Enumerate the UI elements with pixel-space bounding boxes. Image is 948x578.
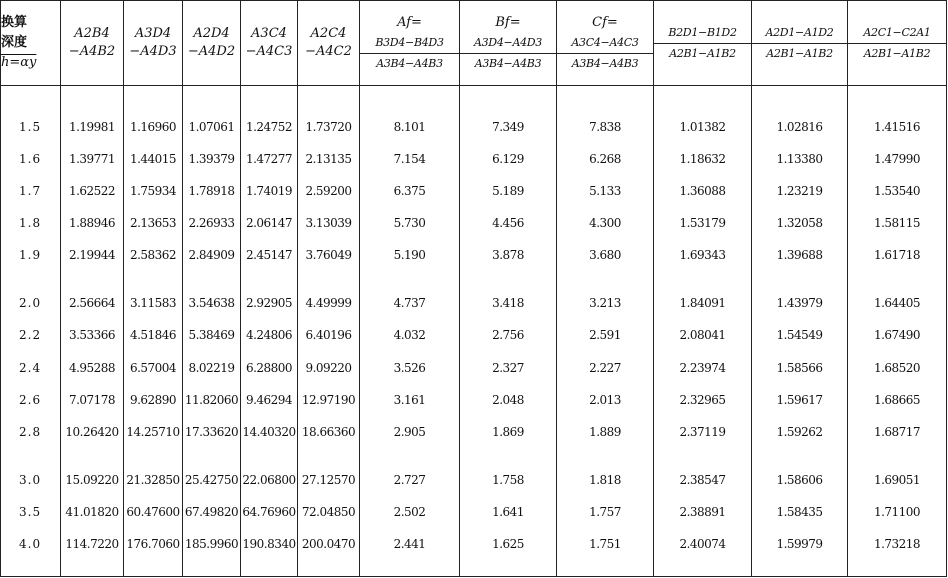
value-cell: 2.08041 <box>654 319 752 351</box>
value-cell: 72.04850 <box>298 496 360 528</box>
value-cell: 3.213 <box>557 287 654 319</box>
header-c10 <box>752 1 848 86</box>
value-cell: 60.47600 <box>124 496 183 528</box>
spacer-cell <box>1 271 61 287</box>
value-cell: 1.01382 <box>654 111 752 143</box>
spacer-row <box>1 86 947 112</box>
spacer-cell <box>460 86 557 112</box>
value-cell: 6.40196 <box>298 319 360 351</box>
header-c4-line2: −A4C3 <box>245 44 293 59</box>
value-cell: 2.38891 <box>654 496 752 528</box>
table-row <box>1 287 947 319</box>
value-cell: 64.76960 <box>241 496 298 528</box>
header-c8-title: Cf= <box>592 14 618 30</box>
value-cell: 4.032 <box>360 319 460 351</box>
value-cell: 3.53366 <box>61 319 124 351</box>
value-cell: 4.24806 <box>241 319 298 351</box>
value-cell: 25.42750 <box>183 464 241 496</box>
value-cell: 9.62890 <box>124 384 183 416</box>
value-cell: 1.625 <box>460 528 557 560</box>
value-cell: 7.349 <box>460 111 557 143</box>
value-cell: 2.40074 <box>654 528 752 560</box>
header-c8-denominator: A3B4−A4B3 <box>571 56 639 70</box>
value-cell: 1.39379 <box>183 143 241 175</box>
table-row <box>1 319 947 351</box>
spacer-cell <box>360 448 460 464</box>
value-cell: 7.07178 <box>61 384 124 416</box>
value-cell: 1.757 <box>557 496 654 528</box>
value-cell: 10.26420 <box>61 416 124 448</box>
value-cell: 1.758 <box>460 464 557 496</box>
value-cell: 1.889 <box>557 416 654 448</box>
value-cell: 1.58435 <box>752 496 848 528</box>
spacer-cell <box>460 448 557 464</box>
value-cell: 1.69051 <box>848 464 947 496</box>
depth-cell: 3.0 <box>1 464 61 496</box>
header-depth-line2: 深度 <box>1 35 28 50</box>
value-cell: 6.28800 <box>241 351 298 383</box>
value-cell: 1.75934 <box>124 175 183 207</box>
value-cell: 1.58566 <box>752 351 848 383</box>
value-cell: 67.49820 <box>183 496 241 528</box>
spacer-cell <box>752 86 848 112</box>
value-cell: 5.133 <box>557 175 654 207</box>
value-cell: 1.869 <box>460 416 557 448</box>
spacer-cell <box>61 271 124 287</box>
value-cell: 8.101 <box>360 111 460 143</box>
spacer-cell <box>557 560 654 577</box>
spacer-cell <box>654 448 752 464</box>
value-cell: 1.84091 <box>654 287 752 319</box>
value-cell: 2.19944 <box>61 239 124 271</box>
spacer-cell <box>298 448 360 464</box>
value-cell: 1.58115 <box>848 207 947 239</box>
spacer-cell <box>298 271 360 287</box>
value-cell: 4.49999 <box>298 287 360 319</box>
table-row <box>1 528 947 560</box>
value-cell: 6.268 <box>557 143 654 175</box>
spacer-cell <box>557 271 654 287</box>
header-c7-title: Bf= <box>495 14 521 30</box>
spacer-cell <box>557 86 654 112</box>
value-cell: 1.818 <box>557 464 654 496</box>
value-cell: 3.13039 <box>298 207 360 239</box>
value-cell: 1.02816 <box>752 111 848 143</box>
value-cell: 14.40320 <box>241 416 298 448</box>
value-cell: 9.09220 <box>298 351 360 383</box>
value-cell: 2.048 <box>460 384 557 416</box>
value-cell: 1.73218 <box>848 528 947 560</box>
value-cell: 1.88946 <box>61 207 124 239</box>
value-cell: 1.23219 <box>752 175 848 207</box>
header-c6-numerator: B3D4−B4D3 <box>360 34 459 54</box>
value-cell: 1.44015 <box>124 143 183 175</box>
spacer-cell <box>61 560 124 577</box>
value-cell: 3.11583 <box>124 287 183 319</box>
spacer-cell <box>360 271 460 287</box>
value-cell: 1.59979 <box>752 528 848 560</box>
table-row <box>1 175 947 207</box>
value-cell: 3.76049 <box>298 239 360 271</box>
table-row <box>1 496 947 528</box>
value-cell: 2.905 <box>360 416 460 448</box>
value-cell: 3.526 <box>360 351 460 383</box>
value-cell: 1.39771 <box>61 143 124 175</box>
header-c2-line1: A3D4 <box>134 26 172 41</box>
header-c11 <box>848 1 947 86</box>
spacer-cell <box>557 448 654 464</box>
value-cell: 2.56664 <box>61 287 124 319</box>
value-cell: 1.74019 <box>241 175 298 207</box>
value-cell: 11.82060 <box>183 384 241 416</box>
header-c4-line1: A3C4 <box>251 26 287 41</box>
value-cell: 2.756 <box>460 319 557 351</box>
header-c11-numerator: A2C1−C2A1 <box>848 24 946 44</box>
value-cell: 7.154 <box>360 143 460 175</box>
header-c7-numerator: A3D4−A4D3 <box>460 34 556 54</box>
value-cell: 1.67490 <box>848 319 947 351</box>
header-c3-line2: −A4D2 <box>187 44 236 59</box>
value-cell: 2.32965 <box>654 384 752 416</box>
spacer-cell <box>1 560 61 577</box>
table-row <box>1 464 947 496</box>
spacer-cell <box>654 86 752 112</box>
header-c6-denominator: A3B4−A4B3 <box>376 56 443 70</box>
value-cell: 1.58606 <box>752 464 848 496</box>
value-cell: 22.06800 <box>241 464 298 496</box>
spacer-cell <box>124 271 183 287</box>
spacer-row <box>1 448 947 464</box>
spacer-cell <box>298 86 360 112</box>
value-cell: 2.92905 <box>241 287 298 319</box>
depth-cell: 1.5 <box>1 111 61 143</box>
table-row <box>1 207 947 239</box>
header-c11-denominator: A2B1−A1B2 <box>863 46 931 60</box>
spacer-cell <box>124 448 183 464</box>
value-cell: 176.7060 <box>124 528 183 560</box>
value-cell: 1.36088 <box>654 175 752 207</box>
value-cell: 2.227 <box>557 351 654 383</box>
value-cell: 15.09220 <box>61 464 124 496</box>
header-c6-title: Af= <box>397 14 422 30</box>
depth-cell: 1.9 <box>1 239 61 271</box>
value-cell: 1.68717 <box>848 416 947 448</box>
value-cell: 9.46294 <box>241 384 298 416</box>
value-cell: 4.737 <box>360 287 460 319</box>
value-cell: 4.300 <box>557 207 654 239</box>
spacer-cell <box>124 86 183 112</box>
value-cell: 1.64405 <box>848 287 947 319</box>
header-depth <box>1 1 61 86</box>
value-cell: 190.8340 <box>241 528 298 560</box>
value-cell: 2.38547 <box>654 464 752 496</box>
spacer-cell <box>183 560 241 577</box>
value-cell: 1.78918 <box>183 175 241 207</box>
depth-cell: 2.2 <box>1 319 61 351</box>
value-cell: 2.23974 <box>654 351 752 383</box>
value-cell: 1.47277 <box>241 143 298 175</box>
spacer-cell <box>241 560 298 577</box>
spacer-cell <box>183 448 241 464</box>
table-row <box>1 239 947 271</box>
value-cell: 185.9960 <box>183 528 241 560</box>
value-cell: 4.95288 <box>61 351 124 383</box>
spacer-cell <box>124 560 183 577</box>
value-cell: 18.66360 <box>298 416 360 448</box>
value-cell: 2.327 <box>460 351 557 383</box>
header-depth-line1: 换算 <box>1 15 28 30</box>
header-c5-line1: A2C4 <box>310 26 347 41</box>
header-row <box>1 1 947 86</box>
spacer-cell <box>360 86 460 112</box>
depth-cell: 2.0 <box>1 287 61 319</box>
depth-cell: 3.5 <box>1 496 61 528</box>
value-cell: 12.97190 <box>298 384 360 416</box>
value-cell: 4.456 <box>460 207 557 239</box>
depth-cell: 4.0 <box>1 528 61 560</box>
value-cell: 1.751 <box>557 528 654 560</box>
depth-cell: 1.7 <box>1 175 61 207</box>
value-cell: 6.57004 <box>124 351 183 383</box>
value-cell: 1.68520 <box>848 351 947 383</box>
value-cell: 1.47990 <box>848 143 947 175</box>
value-cell: 1.07061 <box>183 111 241 143</box>
spacer-cell <box>241 448 298 464</box>
header-c3-line1: A2D4 <box>193 26 230 41</box>
value-cell: 2.13653 <box>124 207 183 239</box>
value-cell: 1.69343 <box>654 239 752 271</box>
value-cell: 2.441 <box>360 528 460 560</box>
value-cell: 1.39688 <box>752 239 848 271</box>
table-row <box>1 351 947 383</box>
value-cell: 1.641 <box>460 496 557 528</box>
value-cell: 3.161 <box>360 384 460 416</box>
value-cell: 2.58362 <box>124 239 183 271</box>
value-cell: 2.502 <box>360 496 460 528</box>
value-cell: 3.54638 <box>183 287 241 319</box>
spacer-cell <box>848 86 947 112</box>
spacer-cell <box>298 560 360 577</box>
value-cell: 2.591 <box>557 319 654 351</box>
value-cell: 4.51846 <box>124 319 183 351</box>
value-cell: 1.13380 <box>752 143 848 175</box>
value-cell: 1.62522 <box>61 175 124 207</box>
header-depth-line3: h=αy <box>1 55 37 70</box>
spacer-cell <box>360 560 460 577</box>
spacer-cell <box>241 86 298 112</box>
value-cell: 21.32850 <box>124 464 183 496</box>
spacer-cell <box>460 271 557 287</box>
value-cell: 2.45147 <box>241 239 298 271</box>
header-c6 <box>360 1 460 86</box>
value-cell: 2.37119 <box>654 416 752 448</box>
spacer-cell <box>241 271 298 287</box>
header-c2-line2: −A4D3 <box>129 44 177 59</box>
table-row <box>1 384 947 416</box>
value-cell: 2.06147 <box>241 207 298 239</box>
header-c5 <box>298 1 360 86</box>
value-cell: 5.189 <box>460 175 557 207</box>
value-cell: 8.02219 <box>183 351 241 383</box>
value-cell: 1.24752 <box>241 111 298 143</box>
spacer-cell <box>848 560 947 577</box>
value-cell: 1.71100 <box>848 496 947 528</box>
value-cell: 1.73720 <box>298 111 360 143</box>
value-cell: 1.54549 <box>752 319 848 351</box>
header-c7-denominator: A3B4−A4B3 <box>474 56 542 70</box>
header-c1-line1: A2B4 <box>74 26 110 41</box>
value-cell: 6.375 <box>360 175 460 207</box>
value-cell: 5.38469 <box>183 319 241 351</box>
value-cell: 3.680 <box>557 239 654 271</box>
value-cell: 2.26933 <box>183 207 241 239</box>
value-cell: 114.7220 <box>61 528 124 560</box>
header-c10-numerator: A2D1−A1D2 <box>752 24 847 44</box>
header-c3 <box>183 1 241 86</box>
value-cell: 1.53179 <box>654 207 752 239</box>
spacer-cell <box>752 271 848 287</box>
header-c4 <box>241 1 298 86</box>
depth-cell: 1.8 <box>1 207 61 239</box>
header-c2 <box>124 1 183 86</box>
value-cell: 2.13135 <box>298 143 360 175</box>
value-cell: 3.878 <box>460 239 557 271</box>
spacer-cell <box>1 86 61 112</box>
value-cell: 2.727 <box>360 464 460 496</box>
value-cell: 27.12570 <box>298 464 360 496</box>
value-cell: 41.01820 <box>61 496 124 528</box>
table-body <box>1 86 947 577</box>
value-cell: 1.59262 <box>752 416 848 448</box>
value-cell: 2.59200 <box>298 175 360 207</box>
spacer-cell <box>848 448 947 464</box>
spacer-row <box>1 560 947 577</box>
value-cell: 1.16960 <box>124 111 183 143</box>
value-cell: 1.43979 <box>752 287 848 319</box>
depth-cell: 1.6 <box>1 143 61 175</box>
value-cell: 1.32058 <box>752 207 848 239</box>
value-cell: 5.730 <box>360 207 460 239</box>
spacer-cell <box>654 560 752 577</box>
spacer-cell <box>460 560 557 577</box>
value-cell: 7.838 <box>557 111 654 143</box>
depth-cell: 2.4 <box>1 351 61 383</box>
spacer-cell <box>183 86 241 112</box>
spacer-cell <box>654 271 752 287</box>
value-cell: 1.68665 <box>848 384 947 416</box>
spacer-cell <box>752 560 848 577</box>
header-c1-line2: −A4B2 <box>68 44 116 59</box>
depth-cell: 2.6 <box>1 384 61 416</box>
depth-cell: 2.8 <box>1 416 61 448</box>
spacer-cell <box>61 86 124 112</box>
value-cell: 1.61718 <box>848 239 947 271</box>
header-c7 <box>460 1 557 86</box>
value-cell: 6.129 <box>460 143 557 175</box>
header-c9-denominator: A2B1−A1B2 <box>669 46 736 60</box>
spacer-cell <box>848 271 947 287</box>
spacer-cell <box>752 448 848 464</box>
spacer-row <box>1 271 947 287</box>
spacer-cell <box>1 448 61 464</box>
value-cell: 5.190 <box>360 239 460 271</box>
value-cell: 17.33620 <box>183 416 241 448</box>
header-c9 <box>654 1 752 86</box>
value-cell: 1.41516 <box>848 111 947 143</box>
header-c8 <box>557 1 654 86</box>
table-row <box>1 111 947 143</box>
header-c10-denominator: A2B1−A1B2 <box>766 46 833 60</box>
value-cell: 1.59617 <box>752 384 848 416</box>
value-cell: 2.013 <box>557 384 654 416</box>
value-cell: 3.418 <box>460 287 557 319</box>
value-cell: 1.19981 <box>61 111 124 143</box>
spacer-cell <box>183 271 241 287</box>
value-cell: 14.25710 <box>124 416 183 448</box>
value-cell: 2.84909 <box>183 239 241 271</box>
header-c8-numerator: A3C4−A4C3 <box>557 34 653 54</box>
table-row <box>1 416 947 448</box>
value-cell: 1.18632 <box>654 143 752 175</box>
table-row <box>1 143 947 175</box>
spacer-cell <box>61 448 124 464</box>
header-c1 <box>61 1 124 86</box>
header-c9-numerator: B2D1−B1D2 <box>654 24 751 44</box>
value-cell: 1.53540 <box>848 175 947 207</box>
value-cell: 200.0470 <box>298 528 360 560</box>
header-c5-line2: −A4C2 <box>305 44 352 59</box>
